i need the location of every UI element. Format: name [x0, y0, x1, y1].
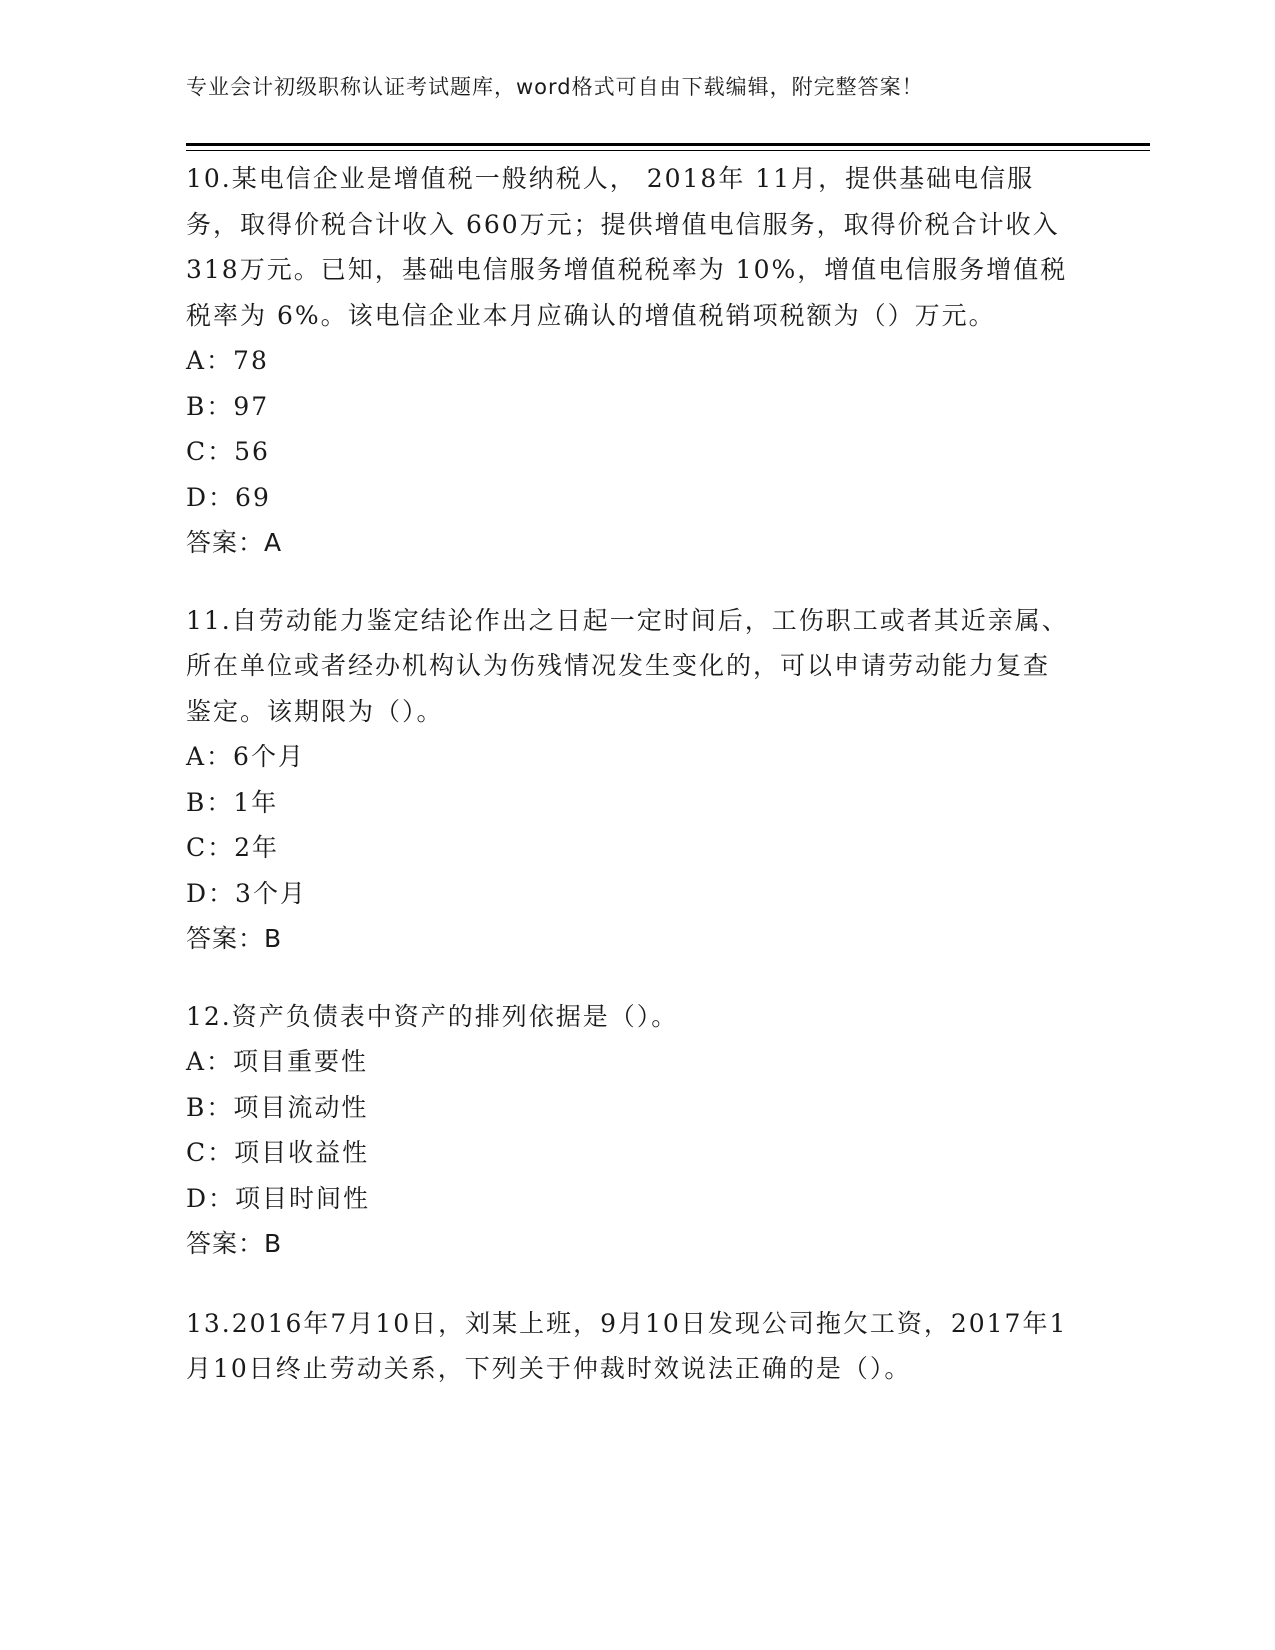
option-d: D：69 [186, 482, 271, 512]
question-stem: 10.某电信企业是增值税一般纳税人， 2018年 11月，提供基础电信服务，取得价税合计收入 660万元；提供增值电信服务，取得价税合计收入 318万元。已知，基础电信服务增值税税率为 10%，增值电信服务增值税税率为 6%。该电信企业本月应确认的增值税销项税额为（）万元。 [186, 164, 1068, 330]
option-c: C：56 [186, 437, 270, 466]
option-a: A：项目重要性 [186, 1047, 369, 1076]
question-12 [186, 994, 1076, 1267]
header-rule-thin [186, 150, 1150, 151]
question-list [186, 156, 1076, 1424]
option-a: A：78 [186, 346, 269, 375]
question-stem: 12.资产负债表中资产的排列依据是（）。 [186, 1001, 679, 1031]
option-c: C：项目收益性 [186, 1138, 370, 1167]
answer-line: 答案：B [186, 1229, 283, 1258]
option-c: C：2年 [186, 833, 280, 862]
question-stem: 11.自劳动能力鉴定结论作出之日起一定时间后，工伤职工或者其近亲属、所在单位或者经办机构认为伤残情况发生变化的，可以申请劳动能力复查鉴定。该期限为（）。 [186, 605, 1069, 726]
option-b: B：1年 [186, 787, 279, 817]
option-d: D：项目时间性 [186, 1183, 371, 1213]
option-b: B：97 [186, 391, 270, 421]
question-13 [186, 1301, 1076, 1392]
page-header: 专业会计初级职称认证考试题库，word格式可自由下载编辑，附完整答案！ [186, 75, 924, 99]
option-b: B：项目流动性 [186, 1092, 369, 1122]
question-10 [186, 156, 1076, 566]
question-11 [186, 598, 1076, 962]
answer-line: 答案：A [186, 528, 283, 557]
header-rule-thick [186, 143, 1150, 146]
option-a: A：6个月 [186, 742, 305, 771]
option-d: D：3个月 [186, 878, 307, 908]
answer-line: 答案：B [186, 924, 283, 953]
question-stem: 13.2016年7月10日，刘某上班，9月10日发现公司拖欠工资，2017年1月10日终止劳动关系，下列关于仲裁时效说法正确的是（）。 [186, 1308, 1068, 1383]
